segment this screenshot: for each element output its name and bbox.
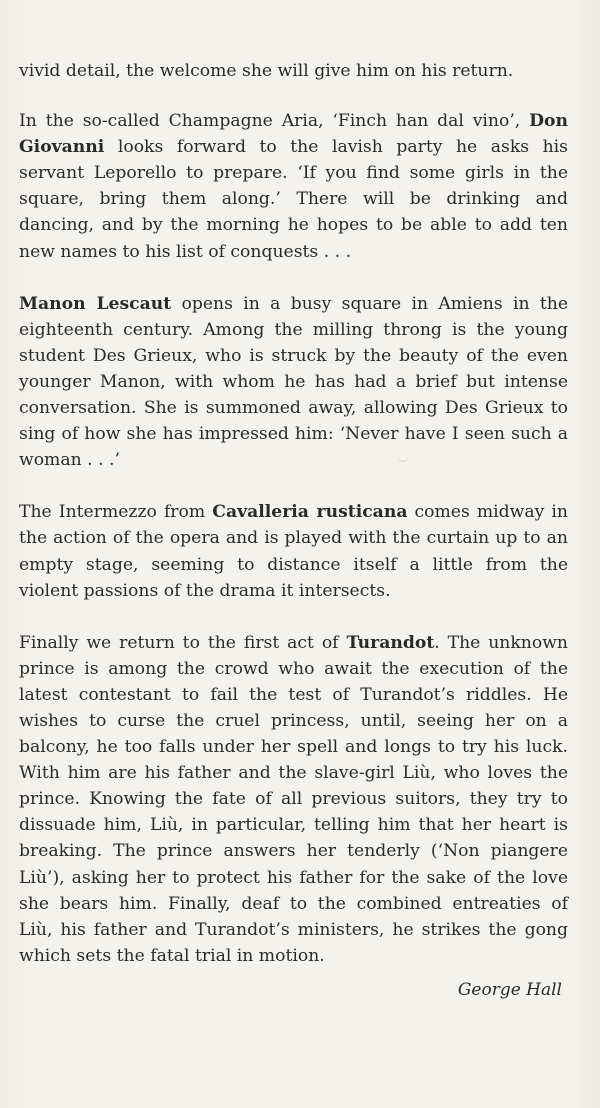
paragraph-cavalleria xyxy=(19,499,568,603)
text-run: comes midway in xyxy=(407,502,568,523)
opera-title-turandot: Turandot xyxy=(346,632,435,653)
text-line xyxy=(19,134,568,160)
text-run: looks forward to the lavish party he asks his xyxy=(104,137,568,158)
text-line: dancing, and by the morning he hopes to be able to add ten xyxy=(19,215,568,236)
paragraph-turandot xyxy=(19,630,568,969)
text-line xyxy=(19,108,568,134)
paragraph-manon-lescaut xyxy=(19,291,568,474)
text-line: Liù, his father and Turandot’s ministers, he strikes the gong xyxy=(19,919,568,940)
text-line: conversation. She is summoned away, allowing Des Grieux to xyxy=(19,398,568,419)
text-run: . The unknown xyxy=(434,632,568,653)
body-text xyxy=(19,58,568,995)
text-line: latest contestant to fail the test of Turandot’s riddles. He xyxy=(19,684,568,705)
text-line: she bears him. Finally, deaf to the combined entreaties of xyxy=(19,893,568,914)
text-line: square, bring them along.’ There will be drinking and xyxy=(19,189,568,210)
text-line: vivid detail, the welcome she will give him on his return. xyxy=(19,61,514,81)
paragraph-don-giovanni xyxy=(19,108,568,265)
author-signature: George Hall xyxy=(457,980,562,1000)
opera-title-giovanni: Giovanni xyxy=(19,137,105,158)
opera-title-manon-lescaut: Manon Lescaut xyxy=(19,293,172,314)
text-line: prince. Knowing the fate of all previous suitors, they try to xyxy=(19,789,568,810)
text-run: In the so-called Champagne Aria, ‘Finch han dal vino’, xyxy=(19,111,530,132)
text-line: servant Leporello to prepare. ‘If you find some girls in the xyxy=(19,163,568,184)
text-run: Finally we return to the first act of xyxy=(19,632,347,653)
text-line: sing of how she has impressed him: ‘Never have I seen such a xyxy=(19,424,568,445)
text-line: empty stage, seeming to distance itself a little from the xyxy=(19,554,568,575)
text-line: younger Manon, with whom he has had a brief but intense xyxy=(19,371,568,392)
text-line: student Des Grieux, who is struck by the beauty of the even xyxy=(19,345,568,366)
text-line: eighteenth century. Among the milling throng is the young xyxy=(19,319,568,340)
text-run: The Intermezzo from xyxy=(19,502,213,523)
text-line: prince is among the crowd who await the execution of the xyxy=(19,658,568,679)
paragraph-intro-tail xyxy=(19,58,568,84)
text-line: wishes to curse the cruel princess, until, seeing her on a xyxy=(19,710,568,731)
text-line: new names to his list of conquests . . . xyxy=(19,241,352,262)
text-run: opens in a busy square in Amiens in the xyxy=(171,293,568,314)
text-line: balcony, he too falls under her spell and longs to try his luck. xyxy=(19,737,568,758)
text-line xyxy=(19,291,568,317)
text-line: breaking. The prince answers her tenderly (‘Non piangere xyxy=(19,841,568,862)
opera-title-cavalleria-rusticana: Cavalleria rusticana xyxy=(212,502,408,523)
opera-title-don-giovanni: Don xyxy=(529,111,568,132)
text-line: dissuade him, Liù, in particular, telling him that her heart is xyxy=(19,815,568,836)
text-line: the action of the opera and is played with the curtain up to an xyxy=(19,528,568,549)
text-line xyxy=(19,499,568,525)
text-line: which sets the fatal trial in motion. xyxy=(19,945,325,966)
text-line: violent passions of the drama it intersects. xyxy=(19,580,391,601)
text-line xyxy=(19,630,568,656)
text-line: woman . . .’ xyxy=(19,450,120,471)
text-line: With him are his father and the slave-girl Liù, who loves the xyxy=(19,763,568,784)
text-line: Liù’), asking her to protect his father for the sake of the love xyxy=(19,867,568,888)
